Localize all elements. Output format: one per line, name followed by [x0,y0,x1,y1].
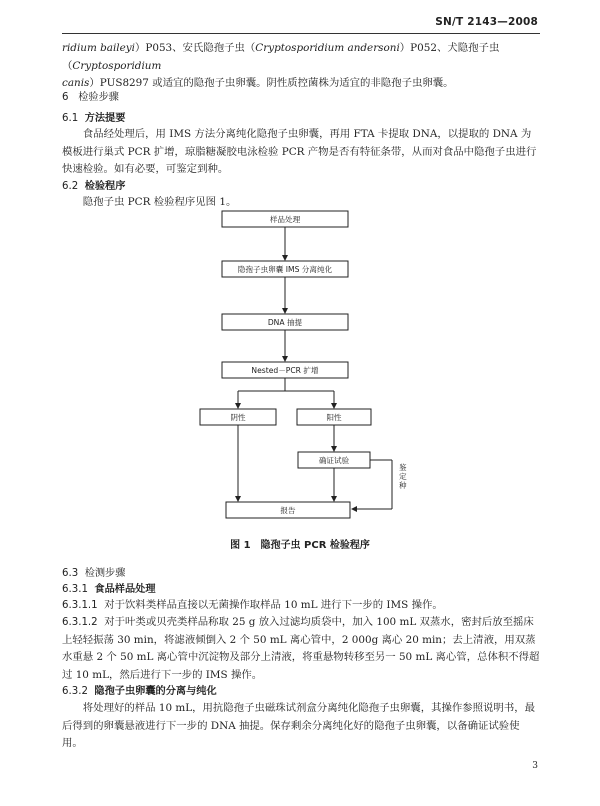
section-6-3-1-1 [62,597,540,615]
section-number: 6.3.1 [62,584,88,595]
flow-arrowhead [282,356,288,362]
section-6-3-heading [62,565,540,583]
section-number: 6 [62,92,69,103]
intro-text: ）P053、安氏隐孢子虫（ [134,42,256,54]
figure-caption: 图 1 隐孢子虫 PCR 检验程序 [230,540,370,551]
section-title: 检验步骤 [78,92,119,103]
section-6-1-body: 食品经处理后，用 IMS 方法分离纯化隐孢子虫卵囊，再用 FTA 卡提取 DNA，以提取的 DNA 为模板进行巢式 PCR 扩增，琼脂糖凝胶电泳检验 PCR 产物是否有特征条带，从而对食品中隐孢子虫进行快速检验。如有必要，可鉴定到种。 [62,128,537,175]
flow-arrowhead [235,403,241,409]
identify-char: 鉴 [399,463,407,472]
section-6-3-1-heading [62,581,540,599]
flow-text-report: 报告 [280,506,296,515]
flow-arrowhead [235,496,241,502]
section-body: 对于叶类或贝壳类样品称取 25 g 放入过滤均质袋中，加入 100 mL 双蒸水，密封后放至摇床上轻轻振荡 30 min，将滤液倾倒入 2 个 50 mL 离心管中，2 000g 离心 20 min；去上清液，用双蒸水重悬 2 个 50 mL 离心管中沉淀物及部分上清液，将重悬物转移至另一 50 mL 离心管，总体积不得超过 10 mL，然后进行下一步的 IMS 操作。 [62,616,540,681]
section-title: 方法提要 [84,113,126,124]
section-number: 6.3.1.2 [62,617,98,628]
section-title: 检验程序 [84,181,126,192]
flow-text-pcr: Nested－PCR 扩增 [251,366,319,375]
flow-text-negative: 阴性 [230,413,246,422]
flow-arrowhead [282,255,288,261]
flow-text-confirm: 确证试验 [318,456,350,465]
section-number: 6.3.2 [62,686,88,697]
species-name: ridium baileyi [62,42,135,54]
section-number: 6.3 [62,568,79,579]
flow-arrowhead [331,403,337,409]
species-name: canis [62,77,90,89]
section-6-3-2-body: 将处理好的样品 10 mL，用抗隐孢子虫磁珠试剂盒分离纯化隐孢子虫卵囊，其操作参照说明书，最后得到的卵囊悬液进行下一步的 DNA 抽提。保存剩余分离纯化好的隐孢子虫卵囊，以备确证试验使用。 [62,702,535,749]
section-6-3-1-2 [62,614,540,684]
section-number: 6.1 [62,113,79,124]
species-name: Cryptosporidium andersoni [255,42,400,54]
flow-text-positive: 阳性 [326,413,342,422]
flow-text-ims: 隐孢子虫卵囊 IMS 分离纯化 [237,265,333,274]
intro-text: ）PUS8297 或适宜的隐孢子虫卵囊。阴性质控菌株为适宜的非隐孢子虫卵囊。 [89,77,454,89]
flow-arrowhead [351,506,357,512]
flow-arrowhead [331,446,337,452]
flow-arrowhead [282,308,288,314]
section-6-2-body: 隐孢子虫 PCR 检验程序见图 1。 [82,196,237,208]
intro-text: ）P052、犬隐孢子虫（ [62,42,500,72]
identify-char: 种 [399,481,407,490]
section-number: 6.3.1.1 [62,600,98,611]
section-body: 对于饮料类样品直接以无菌操作取样品 10 mL 进行下一步的 IMS 操作。 [104,599,443,611]
standard-number: SN/T 2143—2008 [435,16,538,28]
identify-char: 定 [399,472,407,481]
section-title: 隐孢子虫卵囊的分离与纯化 [94,686,217,697]
flow-text-identify [399,462,409,490]
flow-text-dna: DNA 抽提 [267,318,303,327]
page-number: 3 [532,761,538,771]
section-6-3-2-heading [62,683,540,701]
section-number: 6.2 [62,181,79,192]
section-title: 食品样品处理 [94,584,156,595]
section-title: 检测步骤 [84,568,126,579]
flow-arrowhead [331,496,337,502]
species-name: Cryptosporidium [72,59,162,72]
flow-text-sample-processing: 样品处理 [269,215,301,224]
